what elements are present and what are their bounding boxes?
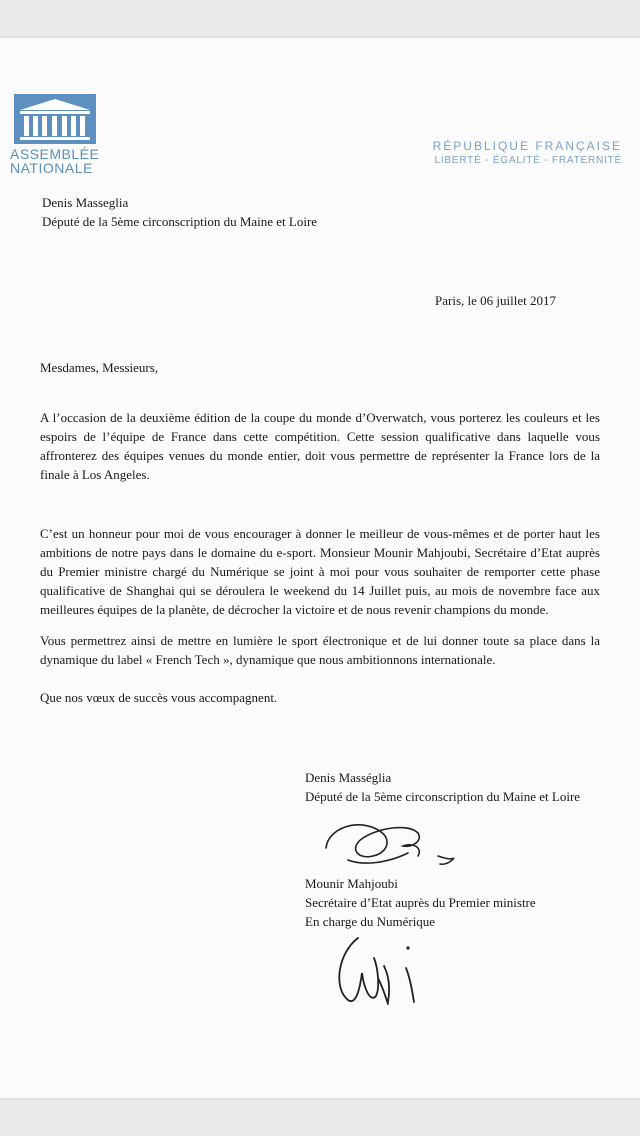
- logo-line-2: NATIONALE: [10, 160, 93, 176]
- republic-name: RÉPUBLIQUE FRANÇAISE: [432, 139, 622, 153]
- signature-1-image: [318, 808, 468, 878]
- sender-title: Député de la 5ème circonscription du Maine et Loire: [42, 214, 318, 229]
- paragraph-4: Que nos vœux de succès vous accompagnent.: [40, 690, 278, 705]
- paragraph-1: A l’occasion de la deuxième édition de la coupe du monde d’Overwatch, vous porterez les couleurs et les espoirs de l’équipe de France dans cette compétition. Cette session qualificative dans laquelle vous affronterez des équipes venues du monde entier, doit vous permettre de représenter la France lors de la finale à Los Angeles.: [40, 410, 600, 482]
- paragraph-2: C’est un honneur pour moi de vous encourager à donner le meilleur de vous-mêmes et de porter haut les ambitions de notre pays dans le domaine du e-sport. Monsieur Mounir Mahjoubi, Secrétaire d’Etat auprès du Premier ministre chargé du Numérique se joint à moi pour vous souhaiter de remporter cette phase qualificative de Shanghai qui se déroulera le weekend du 14 Juillet puis, au mois de novembre face aux meilleures équipes de la planète, de décrocher la victoire et de nous revenir champions du monde.: [40, 526, 600, 617]
- republic-motto: LIBERTÉ - ÉGALITÉ - FRATERNITÉ: [434, 155, 622, 166]
- paragraph-3: Vous permettrez ainsi de mettre en lumière le sport électronique et de lui donner toute sa place dans la dynamique du label « French Tech », dynamique que nous ambitionnons internationale.: [40, 633, 600, 667]
- signatory-2-name: Mounir Mahjoubi: [305, 876, 398, 891]
- salutation: Mesdames, Messieurs,: [40, 360, 159, 375]
- signatory-1-name: Denis Masséglia: [305, 770, 392, 785]
- letter-page: [0, 38, 640, 1098]
- signatory-1-title: Député de la 5ème circonscription du Maine et Loire: [305, 789, 581, 804]
- hemicycle-icon: [14, 94, 96, 144]
- date-line: Paris, le 06 juillet 2017: [435, 293, 556, 308]
- signatory-2-title: Secrétaire d’Etat auprès du Premier ministre: [305, 895, 536, 910]
- signatory-1: [305, 768, 580, 806]
- republic-header: [433, 139, 622, 166]
- sender-name: Denis Masseglia: [42, 195, 129, 210]
- assemblee-nationale-logo: [10, 94, 102, 175]
- signature-2-image: [328, 918, 438, 1008]
- logo-line-1: ASSEMBLÉE: [10, 146, 100, 162]
- sender-block: [42, 193, 317, 231]
- signatory-2-role: En charge du Numérique: [305, 914, 436, 929]
